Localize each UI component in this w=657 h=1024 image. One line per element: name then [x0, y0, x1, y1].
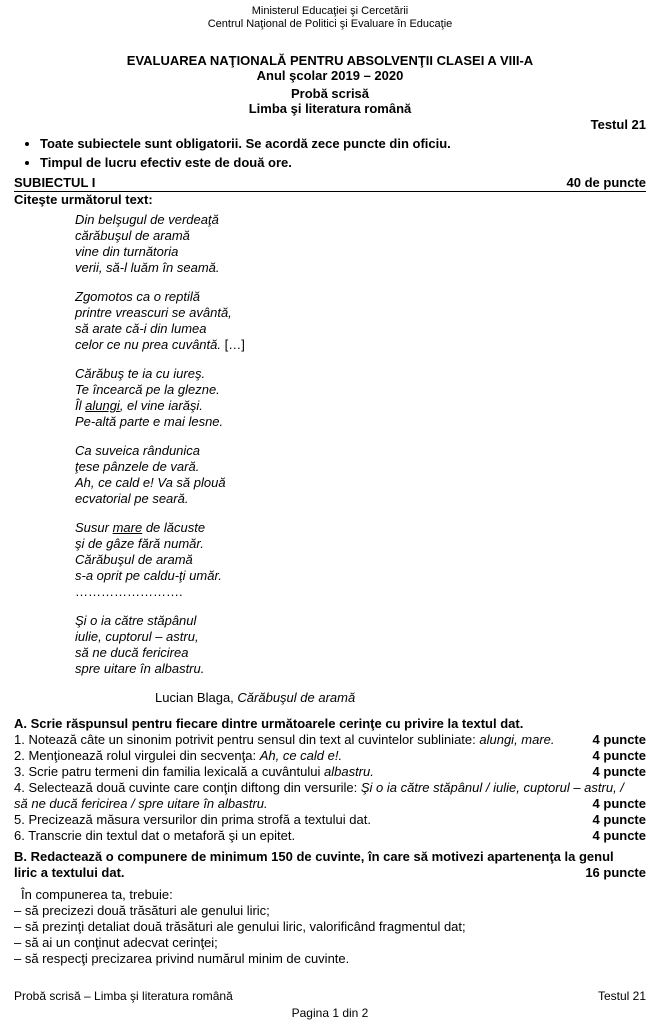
exam-title: EVALUAREA NAŢIONALĂ PENTRU ABSOLVENŢII CLASEI A VIII-A [126, 53, 534, 68]
page-number: Pagina 1 din 2 [291, 1006, 369, 1020]
stanza-4 [75, 443, 646, 507]
school-year: Anul şcolar 2019 – 2020 [256, 68, 404, 83]
poem-line [75, 520, 646, 536]
underlined-word-mare: mare [112, 520, 143, 535]
part-a-title: A. Scrie răspunsul pentru fiecare dintre următoarele cerinţe cu privire la textul dat. [14, 716, 524, 731]
poem-title: Cărăbuşul de aramă [237, 690, 356, 705]
part-b-title [14, 849, 646, 881]
footer-left: Probă scrisă – Limba şi literatura română [14, 989, 233, 1003]
question-text: 1. Notează câte un sinonim potrivit pentru sensul din text al cuvintelor subliniate: [14, 732, 480, 747]
question-points: 4 puncte [592, 732, 646, 747]
instruction-item: • Toate subiectele sunt obligatorii. Se acordă zece puncte din oficiu. [40, 136, 646, 152]
ministry-name: Ministerul Educaţiei şi Cercetării [251, 5, 409, 17]
requirements [14, 887, 646, 967]
footer-right: Testul 21 [597, 989, 646, 1003]
requirement-item: – să respecţi precizarea privind numărul minim de cuvinte. [14, 951, 350, 966]
exam-type: Probă scrisă [290, 86, 370, 101]
stanza-5 [75, 520, 646, 600]
poem-line: Şi o ia către stăpânul [75, 613, 197, 628]
poem-line: Ah, ce cald e! Va să plouă [75, 475, 226, 490]
poem-line: printre vreascuri se avântă, [75, 305, 232, 320]
poem-line: Cărăbuşul de aramă [75, 552, 193, 567]
question-text: 5. Precizează măsura versurilor din prima strofă a textului dat. [14, 812, 371, 827]
page-footer [14, 989, 646, 1003]
poem-line [75, 398, 646, 414]
poem-line: Te încearcă pe la glezne. [75, 382, 220, 397]
poem-line: Din belşugul de verdeaţă [75, 212, 219, 227]
omission-mark: […] [220, 337, 245, 352]
poem-line: s-a oprit pe caldu-ţi umăr. [75, 568, 222, 583]
question-points: 4 puncte [592, 748, 646, 763]
poem-author [155, 690, 646, 706]
stanza-1 [75, 212, 646, 276]
question-6 [14, 828, 646, 844]
question-points: 4 puncte [592, 812, 646, 827]
author-name: Lucian Blaga, [155, 690, 238, 705]
question-text: 2. Menţionează rolul virgulei din secvenţa: [14, 748, 260, 763]
question-word: albastru. [323, 764, 374, 779]
question-points: 4 puncte [592, 828, 646, 843]
part-b-title-line: B. Redactează o compunere de minimum 150 de cuvinte, în care să motivezi apartenenţa la genul [14, 849, 614, 864]
test-number: Testul 21 [590, 117, 646, 132]
poem-line: Zgomotos ca o reptilă [75, 289, 201, 304]
exam-page [14, 0, 646, 1024]
question-text: 3. Scrie patru termeni din familia lexicală a cuvântului [14, 764, 324, 779]
question-verses: Şi o ia către stăpânul / iulie, cuptorul – astru, / [360, 780, 624, 795]
read-prompt: Citeşte următorul text: [14, 192, 153, 207]
underlined-word-alungi: alungi [85, 398, 120, 413]
poem-line: Ca suveica rândunica [75, 443, 201, 458]
part-b-points: 16 puncte [585, 865, 646, 880]
poem-line-text: celor ce nu prea cuvântă. [75, 337, 221, 352]
instruction-item: • Timpul de lucru efectiv este de două ore. [40, 155, 646, 171]
poem-line: Cărăbuş te ia cu iureş. [75, 366, 206, 381]
question-1 [14, 732, 646, 748]
question-text: 4. Selectează două cuvinte care conţin diftong din versurile: [14, 780, 361, 795]
poem-line: spre uitare în albastru. [75, 661, 205, 676]
question-verses: să ne ducă fericirea / spre uitare în albastru. [14, 796, 268, 811]
poem-line: verii, să-l luăm în seamă. [75, 260, 220, 275]
poem-text: , el vine iarăşi. [119, 398, 203, 413]
poem-text: de lăcuste [142, 520, 206, 535]
section-1-points: 40 de puncte [566, 175, 646, 190]
question-points: 4 puncte [592, 764, 646, 779]
stanza-2 [75, 289, 646, 353]
requirements-lead: În compunerea ta, trebuie: [21, 887, 173, 902]
poem-line: Pe-altă parte e mai lesne. [75, 414, 224, 429]
poem-text: Îl [75, 398, 86, 413]
poem-line: şi de gâze fără număr. [75, 536, 204, 551]
question-5 [14, 812, 646, 828]
poem-line: cărăbuşul de aramă [75, 228, 190, 243]
poem-line [75, 337, 646, 353]
requirement-item: – să prezinţi detaliat două trăsături ale genului liric, valorificând fragmentul dat; [14, 919, 466, 934]
instructions-list [14, 136, 646, 171]
question-sequence: Ah, ce cald e!. [259, 748, 343, 763]
requirement-item: – să precizezi două trăsături ale genului liric; [14, 903, 270, 918]
section-1-label: SUBIECTUL I [14, 175, 96, 190]
question-words: alungi, mare. [479, 732, 555, 747]
question-text: 6. Transcrie din textul dat o metaforă şi un epitet. [14, 828, 296, 843]
stanza-6 [75, 613, 646, 677]
exam-subject: Limba şi literatura română [248, 101, 412, 116]
question-points: 4 puncte [592, 796, 646, 811]
ministry-header [14, 5, 646, 31]
poem-line: să ne ducă fericirea [75, 645, 189, 660]
poem [75, 212, 646, 677]
poem-omission-dots: ……………………. [75, 584, 183, 599]
poem-line: iulie, cuptorul – astru, [75, 629, 199, 644]
poem-line: ţese pânzele de vară. [75, 459, 200, 474]
center-name: Centrul Naţional de Politici şi Evaluare în Educaţie [207, 18, 453, 30]
requirement-item: – să ai un conţinut adecvat cerinţei; [14, 935, 218, 950]
poem-text: Susur [75, 520, 113, 535]
poem-line: să arate că-i din lumea [75, 321, 207, 336]
poem-line: vine din turnătoria [75, 244, 179, 259]
stanza-3 [75, 366, 646, 430]
part-b-title-line: liric a textului dat. [14, 865, 125, 880]
question-4 [14, 780, 646, 812]
poem-line: ecvatorial pe seară. [75, 491, 189, 506]
section-1-header [14, 175, 646, 192]
question-2 [14, 748, 646, 764]
question-3 [14, 764, 646, 780]
